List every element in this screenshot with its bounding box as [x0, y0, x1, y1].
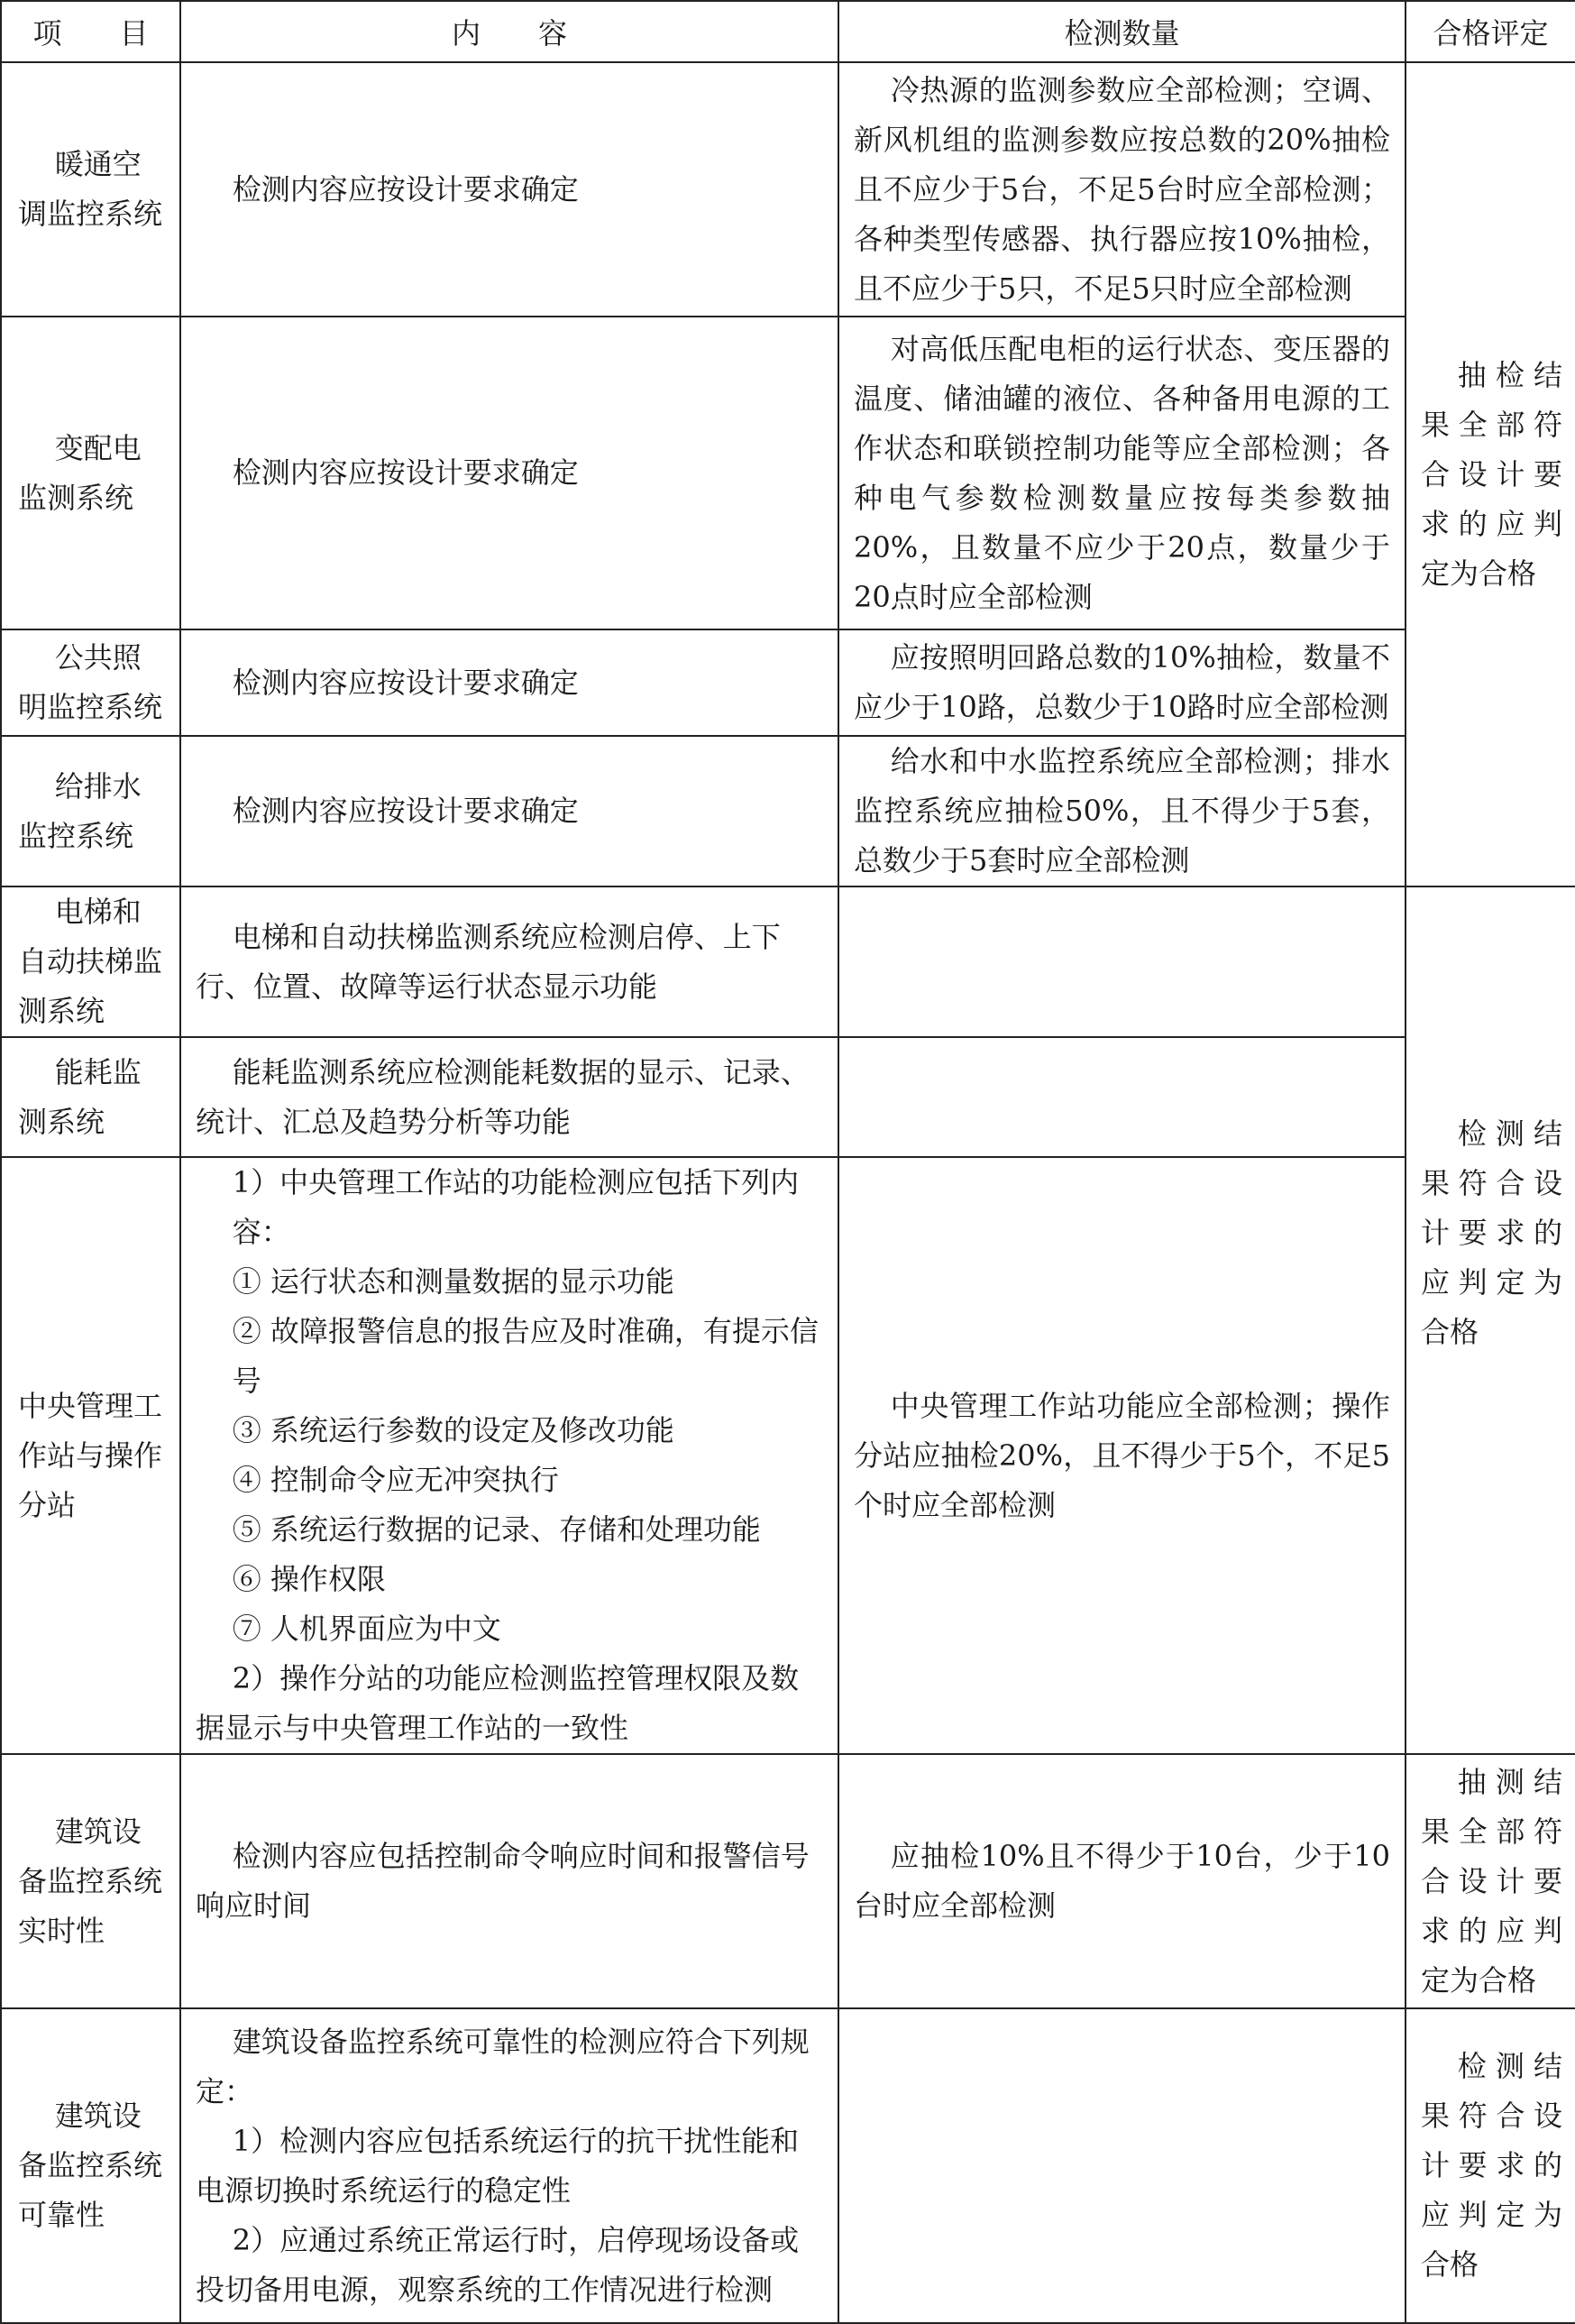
row-content	[180, 62, 838, 317]
content-line: ④ 控制命令应无冲突执行	[232, 1463, 559, 1497]
content-line: ② 故障报警信息的报告应及时准确，有提示信号	[232, 1314, 819, 1398]
row-item-text: 电梯和自动扶梯监测系统	[18, 895, 163, 1028]
row-item	[1, 629, 180, 736]
row-item	[1, 886, 180, 1037]
content-line: 1）检测内容应包括系统运行的抗干扰性能和电源切换时系统运行的稳定性	[196, 2123, 800, 2208]
content-line: ⑥ 操作权限	[232, 1562, 386, 1596]
table-row	[1, 629, 1575, 736]
row-item	[1, 1157, 180, 1754]
content-line: ⑦ 人机界面应为中文	[232, 1612, 501, 1646]
table-row	[1, 1157, 1575, 1754]
evaluation-group-4	[1406, 2008, 1575, 2323]
row-content	[180, 736, 838, 886]
content-line: ① 运行状态和测量数据的显示功能	[232, 1264, 674, 1299]
row-content-text: 检测内容应按设计要求确定	[232, 455, 579, 490]
evaluation-text: 抽测结果全部符合设计要求的应判定为合格	[1421, 1764, 1562, 1998]
row-item	[1, 317, 180, 629]
row-count-text: 对高低压配电柜的运行状态、变压器的温度、储油罐的液位、各种备用电源的工作状态和联锁控制功能等应全部检测；各种电气参数检测数量应按每类参数抽20%，且数量不应少于20点，数量少于20点时应全部检测	[854, 331, 1390, 614]
row-count-text: 冷热源的监测参数应全部检测；空调、新风机组的监测参数应按总数的20%抽检且不应少于5台，不足5台时应全部检测；各种类型传感器、执行器应按10%抽检，且不应少于5只，不足5只时应全部检测	[854, 72, 1390, 306]
row-count-text: 应按照明回路总数的10%抽检，数量不应少于10路，总数少于10路时应全部检测	[854, 640, 1390, 724]
row-count	[838, 1157, 1406, 1754]
row-count	[838, 317, 1406, 629]
evaluation-text: 抽检结果全部符合设计要求的应判定为合格	[1421, 357, 1562, 591]
row-item-text: 建筑设备监控系统实时性	[18, 1814, 163, 1948]
row-content	[180, 886, 838, 1037]
row-content	[180, 1754, 838, 2008]
row-item	[1, 2008, 180, 2323]
evaluation-group-3	[1406, 1754, 1575, 2008]
table-row	[1, 886, 1575, 1037]
row-content	[180, 317, 838, 629]
row-count	[838, 886, 1406, 1037]
row-count	[838, 629, 1406, 736]
row-item	[1, 1754, 180, 2008]
evaluation-text: 检测结果符合设计要求的应判定为合格	[1421, 1116, 1562, 1349]
row-item-text: 变配电监测系统	[18, 430, 142, 515]
row-count	[838, 736, 1406, 886]
row-content-text: 检测内容应按设计要求确定	[232, 171, 579, 207]
evaluation-group-2	[1406, 886, 1575, 1754]
row-content	[180, 1157, 838, 1754]
header-count: 检测数量	[838, 1, 1406, 62]
table-header-row	[1, 1, 1575, 62]
row-content	[180, 1037, 838, 1157]
row-item	[1, 1037, 180, 1157]
table-row	[1, 62, 1575, 317]
row-content-text: 电梯和自动扶梯监测系统应检测启停、上下行、位置、故障等运行状态显示功能	[196, 919, 781, 1004]
row-item-text: 暖通空调监控系统	[18, 147, 163, 231]
row-count	[838, 1754, 1406, 2008]
row-item	[1, 62, 180, 317]
row-count-text: 中央管理工作站功能应全部检测；操作分站应抽检20%，且不得少于5个，不足5个时应全部检测	[854, 1388, 1390, 1522]
content-line: 1）中央管理工作站的功能检测应包括下列内容：	[232, 1165, 800, 1249]
row-item-text: 公共照明监控系统	[18, 640, 163, 724]
row-item-text: 能耗监测系统	[18, 1054, 142, 1139]
content-line: 建筑设备监控系统可靠性的检测应符合下列规定：	[196, 2024, 810, 2108]
content-line: ③ 系统运行参数的设定及修改功能	[232, 1413, 674, 1447]
row-count	[838, 2008, 1406, 2323]
evaluation-text: 检测结果符合设计要求的应判定为合格	[1421, 2049, 1562, 2282]
table-row	[1, 736, 1575, 886]
row-count-text: 给水和中水监控系统应全部检测；排水监控系统应抽检50%，且不得少于5套，总数少于5套时应全部检测	[854, 744, 1390, 877]
row-content	[180, 629, 838, 736]
row-item	[1, 736, 180, 886]
row-item-text: 中央管理工作站与操作分站	[18, 1388, 163, 1522]
table-row	[1, 317, 1575, 629]
header-content: 内 容	[180, 1, 838, 62]
row-content	[180, 2008, 838, 2323]
table-row	[1, 1754, 1575, 2008]
row-content-text: 检测内容应包括控制命令响应时间和报警信号响应时间	[196, 1839, 810, 1923]
row-item-text: 给排水监控系统	[18, 768, 142, 853]
row-count	[838, 62, 1406, 317]
table-row	[1, 1037, 1575, 1157]
header-item: 项 目	[1, 1, 180, 62]
row-content-text: 能耗监测系统应检测能耗数据的显示、记录、统计、汇总及趋势分析等功能	[196, 1054, 810, 1139]
header-evaluation: 合格评定	[1406, 1, 1575, 62]
row-count-text: 应抽检10%且不得少于10台，少于10台时应全部检测	[854, 1839, 1390, 1923]
content-line: ⑤ 系统运行数据的记录、存储和处理功能	[232, 1512, 761, 1547]
table-row	[1, 2008, 1575, 2323]
content-line: 2）应通过系统正常运行时，启停现场设备或投切备用电源，观察系统的工作情况进行检测	[196, 2222, 800, 2307]
row-content-text: 检测内容应按设计要求确定	[232, 794, 579, 828]
row-count	[838, 1037, 1406, 1157]
evaluation-group-1	[1406, 62, 1575, 886]
content-line: 2）操作分站的功能应检测监控管理权限及数据显示与中央管理工作站的一致性	[196, 1661, 800, 1745]
row-content-text: 检测内容应按设计要求确定	[232, 665, 579, 700]
row-item-text: 建筑设备监控系统可靠性	[18, 2099, 163, 2232]
